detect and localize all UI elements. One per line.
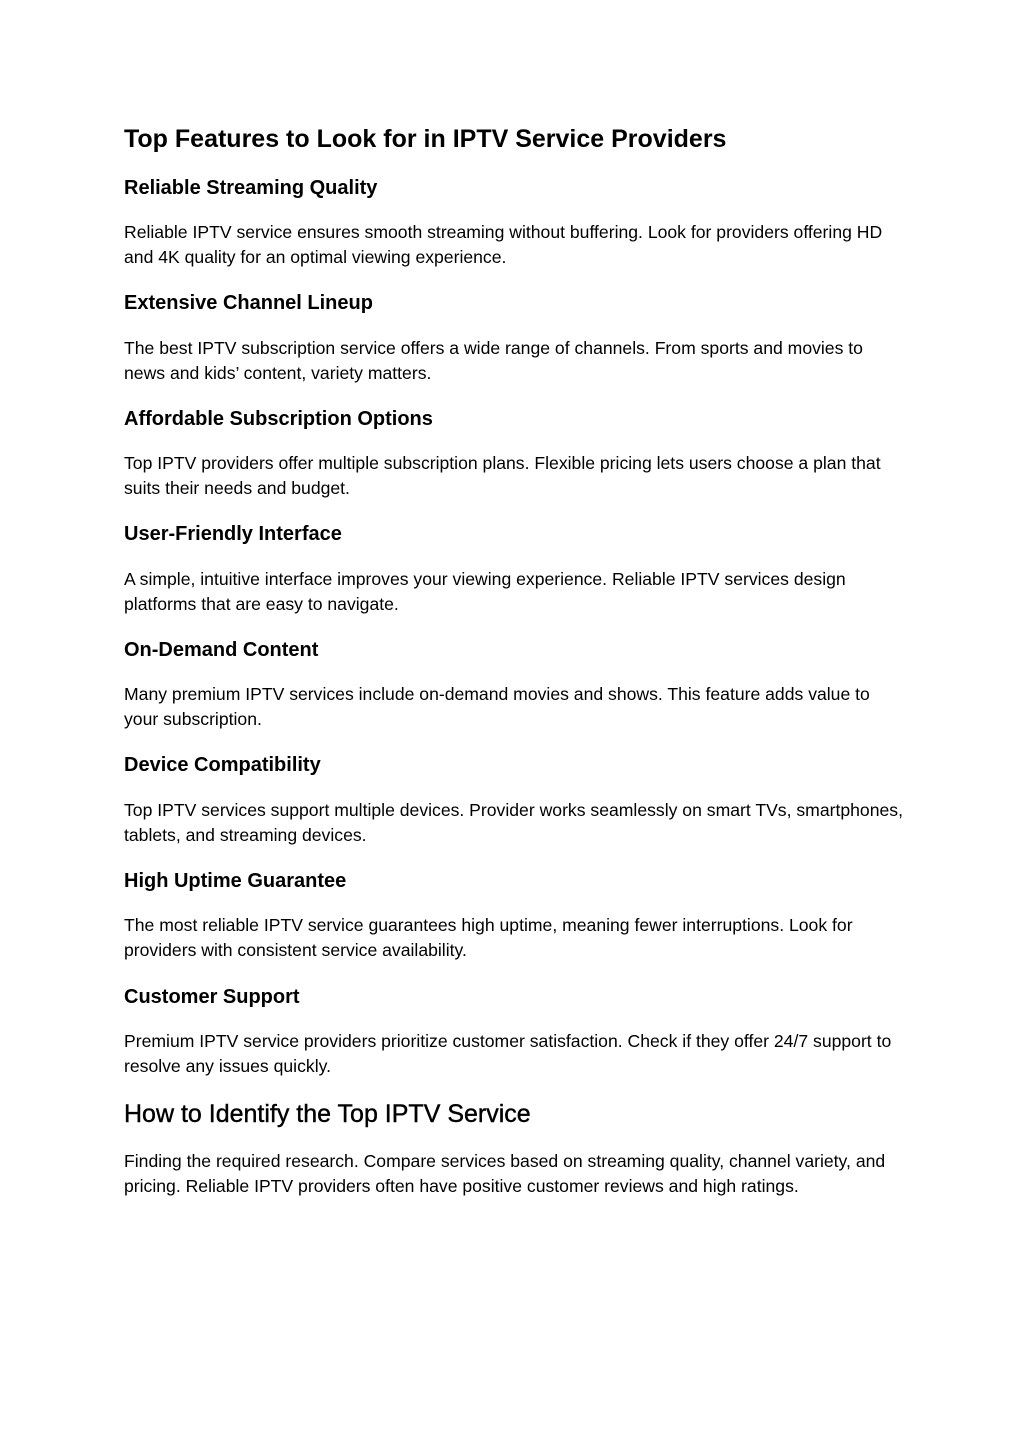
section-heading: Extensive Channel Lineup <box>124 292 373 314</box>
section-body: Top IPTV providers offer multiple subscription plans. Flexible pricing lets users choose a plan that suits their needs and budget. <box>124 453 881 498</box>
section-heading: Customer Support <box>124 986 300 1008</box>
section-body: A simple, intuitive interface improves your viewing experience. Reliable IPTV services design platforms that are easy to navigate. <box>124 569 846 614</box>
section-body: Premium IPTV service providers prioritize customer satisfaction. Check if they offer 24/7 support to resolve any issues quickly. <box>124 1031 892 1076</box>
page-title: Top Features to Look for in IPTV Service Providers <box>124 125 727 153</box>
section-heading: User-Friendly Interface <box>124 523 342 545</box>
section-heading: On-Demand Content <box>124 639 319 661</box>
second-heading: How to Identify the Top IPTV Service <box>124 1100 531 1128</box>
section-body: The best IPTV subscription service offers a wide range of channels. From sports and movies to news and kids’ content, variety matters. <box>124 338 863 383</box>
section-body: Top IPTV services support multiple devices. Provider works seamlessly on smart TVs, smartphones, tablets, and streaming devices. <box>124 800 903 845</box>
section-body: The most reliable IPTV service guarantees high uptime, meaning fewer interruptions. Look for providers with consistent service availability. <box>124 915 853 960</box>
section-body: Reliable IPTV service ensures smooth streaming without buffering. Look for providers offering HD and 4K quality for an optimal viewing experience. <box>124 222 883 267</box>
second-body: Finding the required research. Compare services based on streaming quality, channel variety, and pricing. Reliable IPTV providers often have positive customer reviews and high ratings. <box>124 1151 886 1196</box>
section-heading: Reliable Streaming Quality <box>124 177 378 199</box>
section-heading: Affordable Subscription Options <box>124 408 433 430</box>
section-heading: Device Compatibility <box>124 754 321 776</box>
section-body: Many premium IPTV services include on-demand movies and shows. This feature adds value to your subscription. <box>124 684 870 729</box>
section-heading: High Uptime Guarantee <box>124 870 347 892</box>
